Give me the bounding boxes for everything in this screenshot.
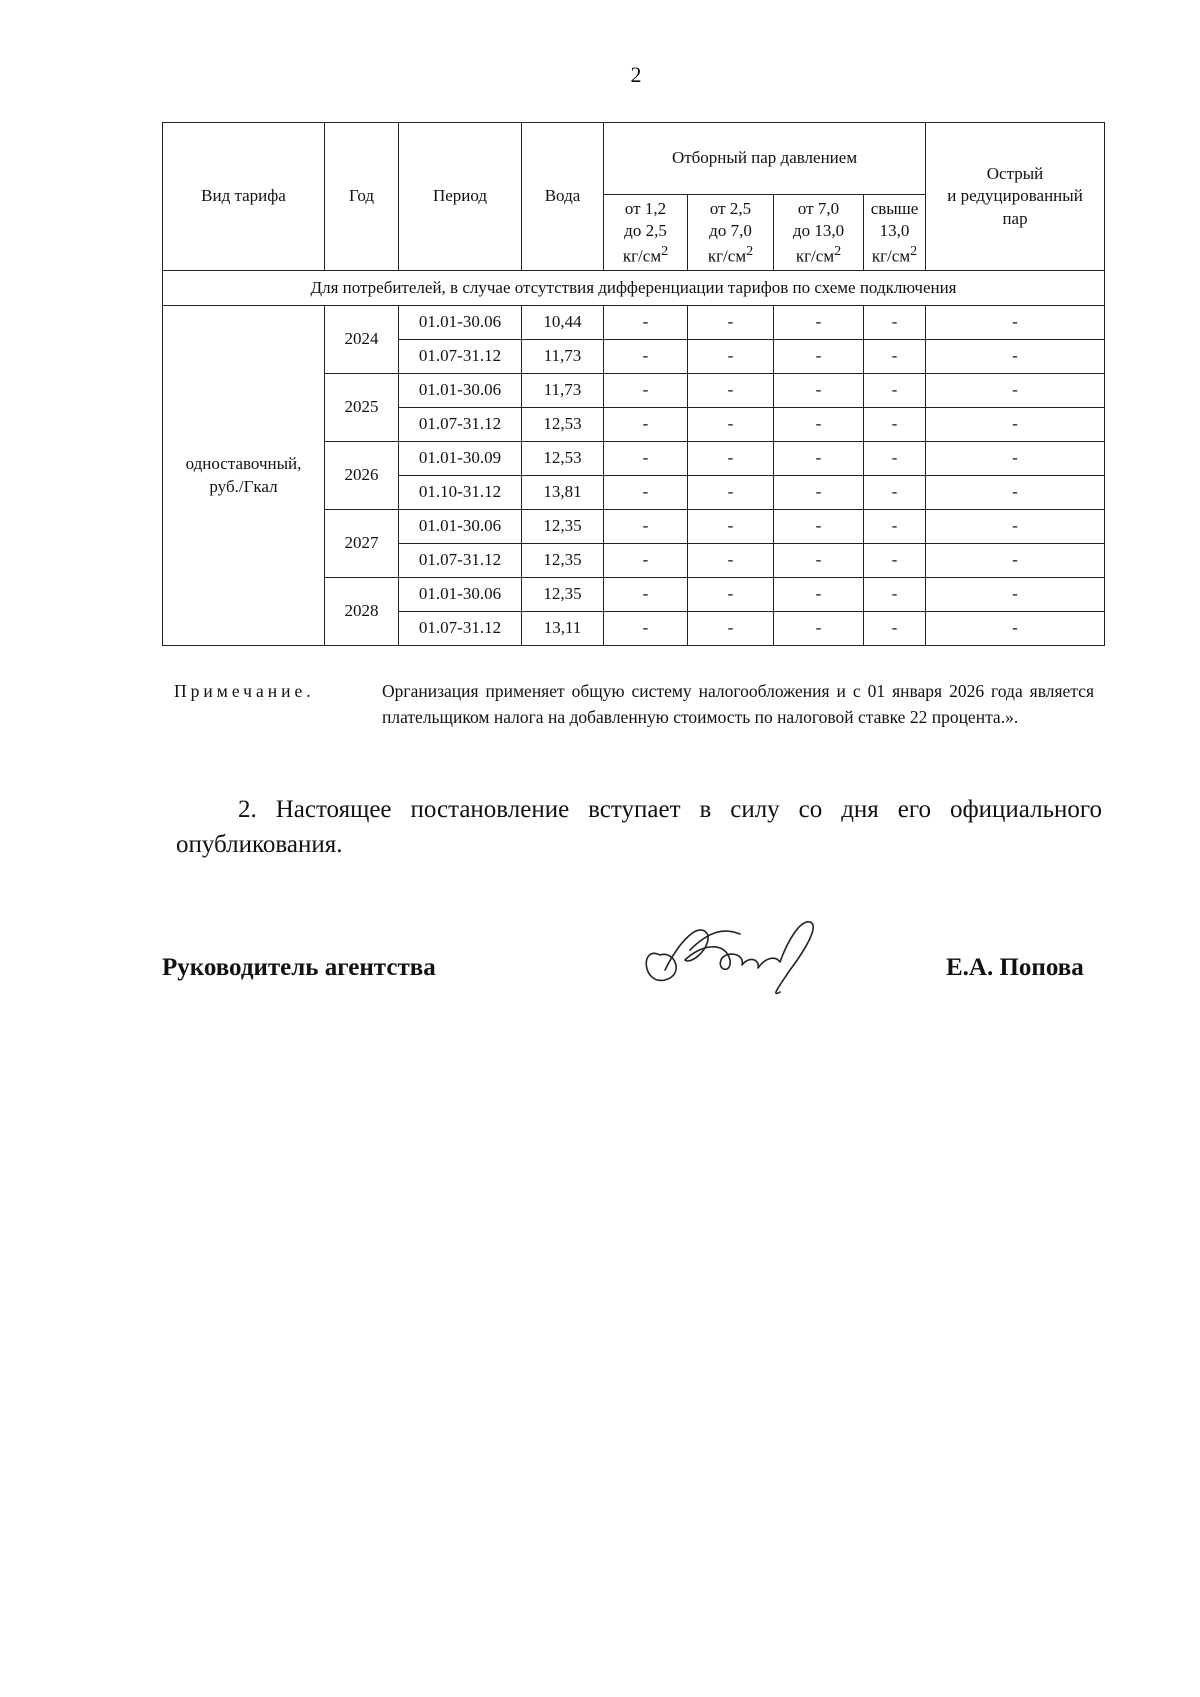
empty-value-cell: - [926,476,1105,510]
section-title: Для потребителей, в случае отсутствия дифференциации тарифов по схеме подключения [163,271,1105,306]
header-steam-sub-unit [776,242,861,268]
header-steam-sub-line: свыше [870,198,919,218]
header-steam-sub-0 [604,195,688,271]
empty-value-cell: - [774,306,864,340]
unit-text: кг/см [871,246,911,266]
empty-value-cell: - [864,306,926,340]
header-year: Год [325,123,399,271]
tariff-type-label [163,306,325,646]
period-cell: 01.07-31.12 [399,340,522,374]
water-value-cell: 12,53 [522,442,604,476]
empty-value-cell: - [926,510,1105,544]
empty-value-cell: - [774,476,864,510]
period-cell: 01.01-30.06 [399,306,522,340]
header-steam-sub-2 [774,195,864,271]
empty-value-cell: - [864,442,926,476]
year-cell: 2025 [325,374,399,442]
empty-value-cell: - [926,578,1105,612]
header-steam-sub-line: до 7,0 [709,220,752,240]
empty-value-cell: - [774,408,864,442]
header-tariff-type: Вид тарифа [163,123,325,271]
water-value-cell: 10,44 [522,306,604,340]
water-value-cell: 13,11 [522,612,604,646]
empty-value-cell: - [864,340,926,374]
header-steam-sub-line: от 7,0 [797,198,840,218]
empty-value-cell: - [774,510,864,544]
water-value-cell: 11,73 [522,340,604,374]
unit-text: кг/см [707,246,747,266]
empty-value-cell: - [864,408,926,442]
handwritten-signature [630,900,850,995]
water-value-cell: 12,35 [522,510,604,544]
note-text: Организация применяет общую систему налогообложения и с 01 января 2026 года является плательщиком налога на добавленную стоимость по налоговой ставке 22 процента.». [382,681,1094,727]
water-value-cell: 13,81 [522,476,604,510]
header-water: Вода [522,123,604,271]
water-value-cell: 12,35 [522,578,604,612]
period-cell: 01.01-30.09 [399,442,522,476]
header-steam-sub-line: 13,0 [879,220,910,240]
water-value-cell: 11,73 [522,374,604,408]
year-cell: 2026 [325,442,399,510]
empty-value-cell: - [864,612,926,646]
empty-value-cell: - [688,340,774,374]
header-steam-group: Отборный пар давлением [604,123,926,195]
unit-superscript: 2 [910,242,918,259]
empty-value-cell: - [604,374,688,408]
signatory-name: Е.А. Попова [946,954,1084,981]
year-cell: 2028 [325,578,399,646]
empty-value-cell: - [774,578,864,612]
table-row [163,306,1105,340]
period-cell: 01.01-30.06 [399,510,522,544]
signatory-role: Руководитель агентства [162,954,436,981]
empty-value-cell: - [926,544,1105,578]
header-live-steam [926,123,1105,271]
empty-value-cell: - [926,374,1105,408]
empty-value-cell: - [774,544,864,578]
resolution-paragraph: 2. Настоящее постановление вступает в силу со дня его официального опубликования. [176,796,1102,858]
period-cell: 01.10-31.12 [399,476,522,510]
tariff-type-line: руб./Гкал [209,476,278,496]
empty-value-cell: - [926,612,1105,646]
empty-value-cell: - [604,476,688,510]
empty-value-cell: - [688,612,774,646]
empty-value-cell: - [688,408,774,442]
unit-superscript: 2 [746,242,754,259]
period-cell: 01.01-30.06 [399,578,522,612]
empty-value-cell: - [864,374,926,408]
header-steam-sub-line: от 1,2 [624,198,667,218]
empty-value-cell: - [926,442,1105,476]
empty-value-cell: - [774,340,864,374]
empty-value-cell: - [604,306,688,340]
empty-value-cell: - [864,578,926,612]
period-cell: 01.07-31.12 [399,408,522,442]
header-live-steam-line3: пар [1002,208,1028,228]
year-cell: 2027 [325,510,399,578]
header-steam-sub-line: от 2,5 [709,198,752,218]
empty-value-cell: - [688,374,774,408]
empty-value-cell: - [774,442,864,476]
empty-value-cell: - [688,476,774,510]
empty-value-cell: - [688,578,774,612]
period-cell: 01.01-30.06 [399,374,522,408]
water-value-cell: 12,53 [522,408,604,442]
period-cell: 01.07-31.12 [399,544,522,578]
water-value-cell: 12,35 [522,544,604,578]
header-steam-sub-unit [866,242,923,268]
empty-value-cell: - [604,544,688,578]
empty-value-cell: - [926,306,1105,340]
unit-text: кг/см [795,246,835,266]
empty-value-cell: - [604,612,688,646]
empty-value-cell: - [688,544,774,578]
empty-value-cell: - [864,476,926,510]
empty-value-cell: - [864,544,926,578]
header-steam-sub-3 [864,195,926,271]
empty-value-cell: - [926,408,1105,442]
tariff-type-line: одноставочный, [185,454,302,474]
empty-value-cell: - [688,306,774,340]
unit-superscript: 2 [834,242,842,259]
empty-value-cell: - [604,578,688,612]
unit-text: кг/см [622,246,662,266]
empty-value-cell: - [774,374,864,408]
empty-value-cell: - [604,340,688,374]
empty-value-cell: - [864,510,926,544]
empty-value-cell: - [604,408,688,442]
empty-value-cell: - [688,442,774,476]
empty-value-cell: - [926,340,1105,374]
header-steam-sub-1 [688,195,774,271]
header-live-steam-line2: и редуцированный [947,186,1083,206]
header-steam-sub-unit [606,242,685,268]
empty-value-cell: - [688,510,774,544]
note-label: Примечание. [174,681,315,701]
header-steam-sub-unit [690,242,771,268]
empty-value-cell: - [604,442,688,476]
header-live-steam-line1: Острый [986,164,1044,184]
period-cell: 01.07-31.12 [399,612,522,646]
header-steam-sub-line: до 2,5 [624,220,667,240]
empty-value-cell: - [604,510,688,544]
tariff-table [162,122,1105,646]
empty-value-cell: - [774,612,864,646]
year-cell: 2024 [325,306,399,374]
page-number: 2 [630,62,642,87]
unit-superscript: 2 [661,242,669,259]
header-steam-sub-line: до 13,0 [792,220,845,240]
header-period: Период [399,123,522,271]
